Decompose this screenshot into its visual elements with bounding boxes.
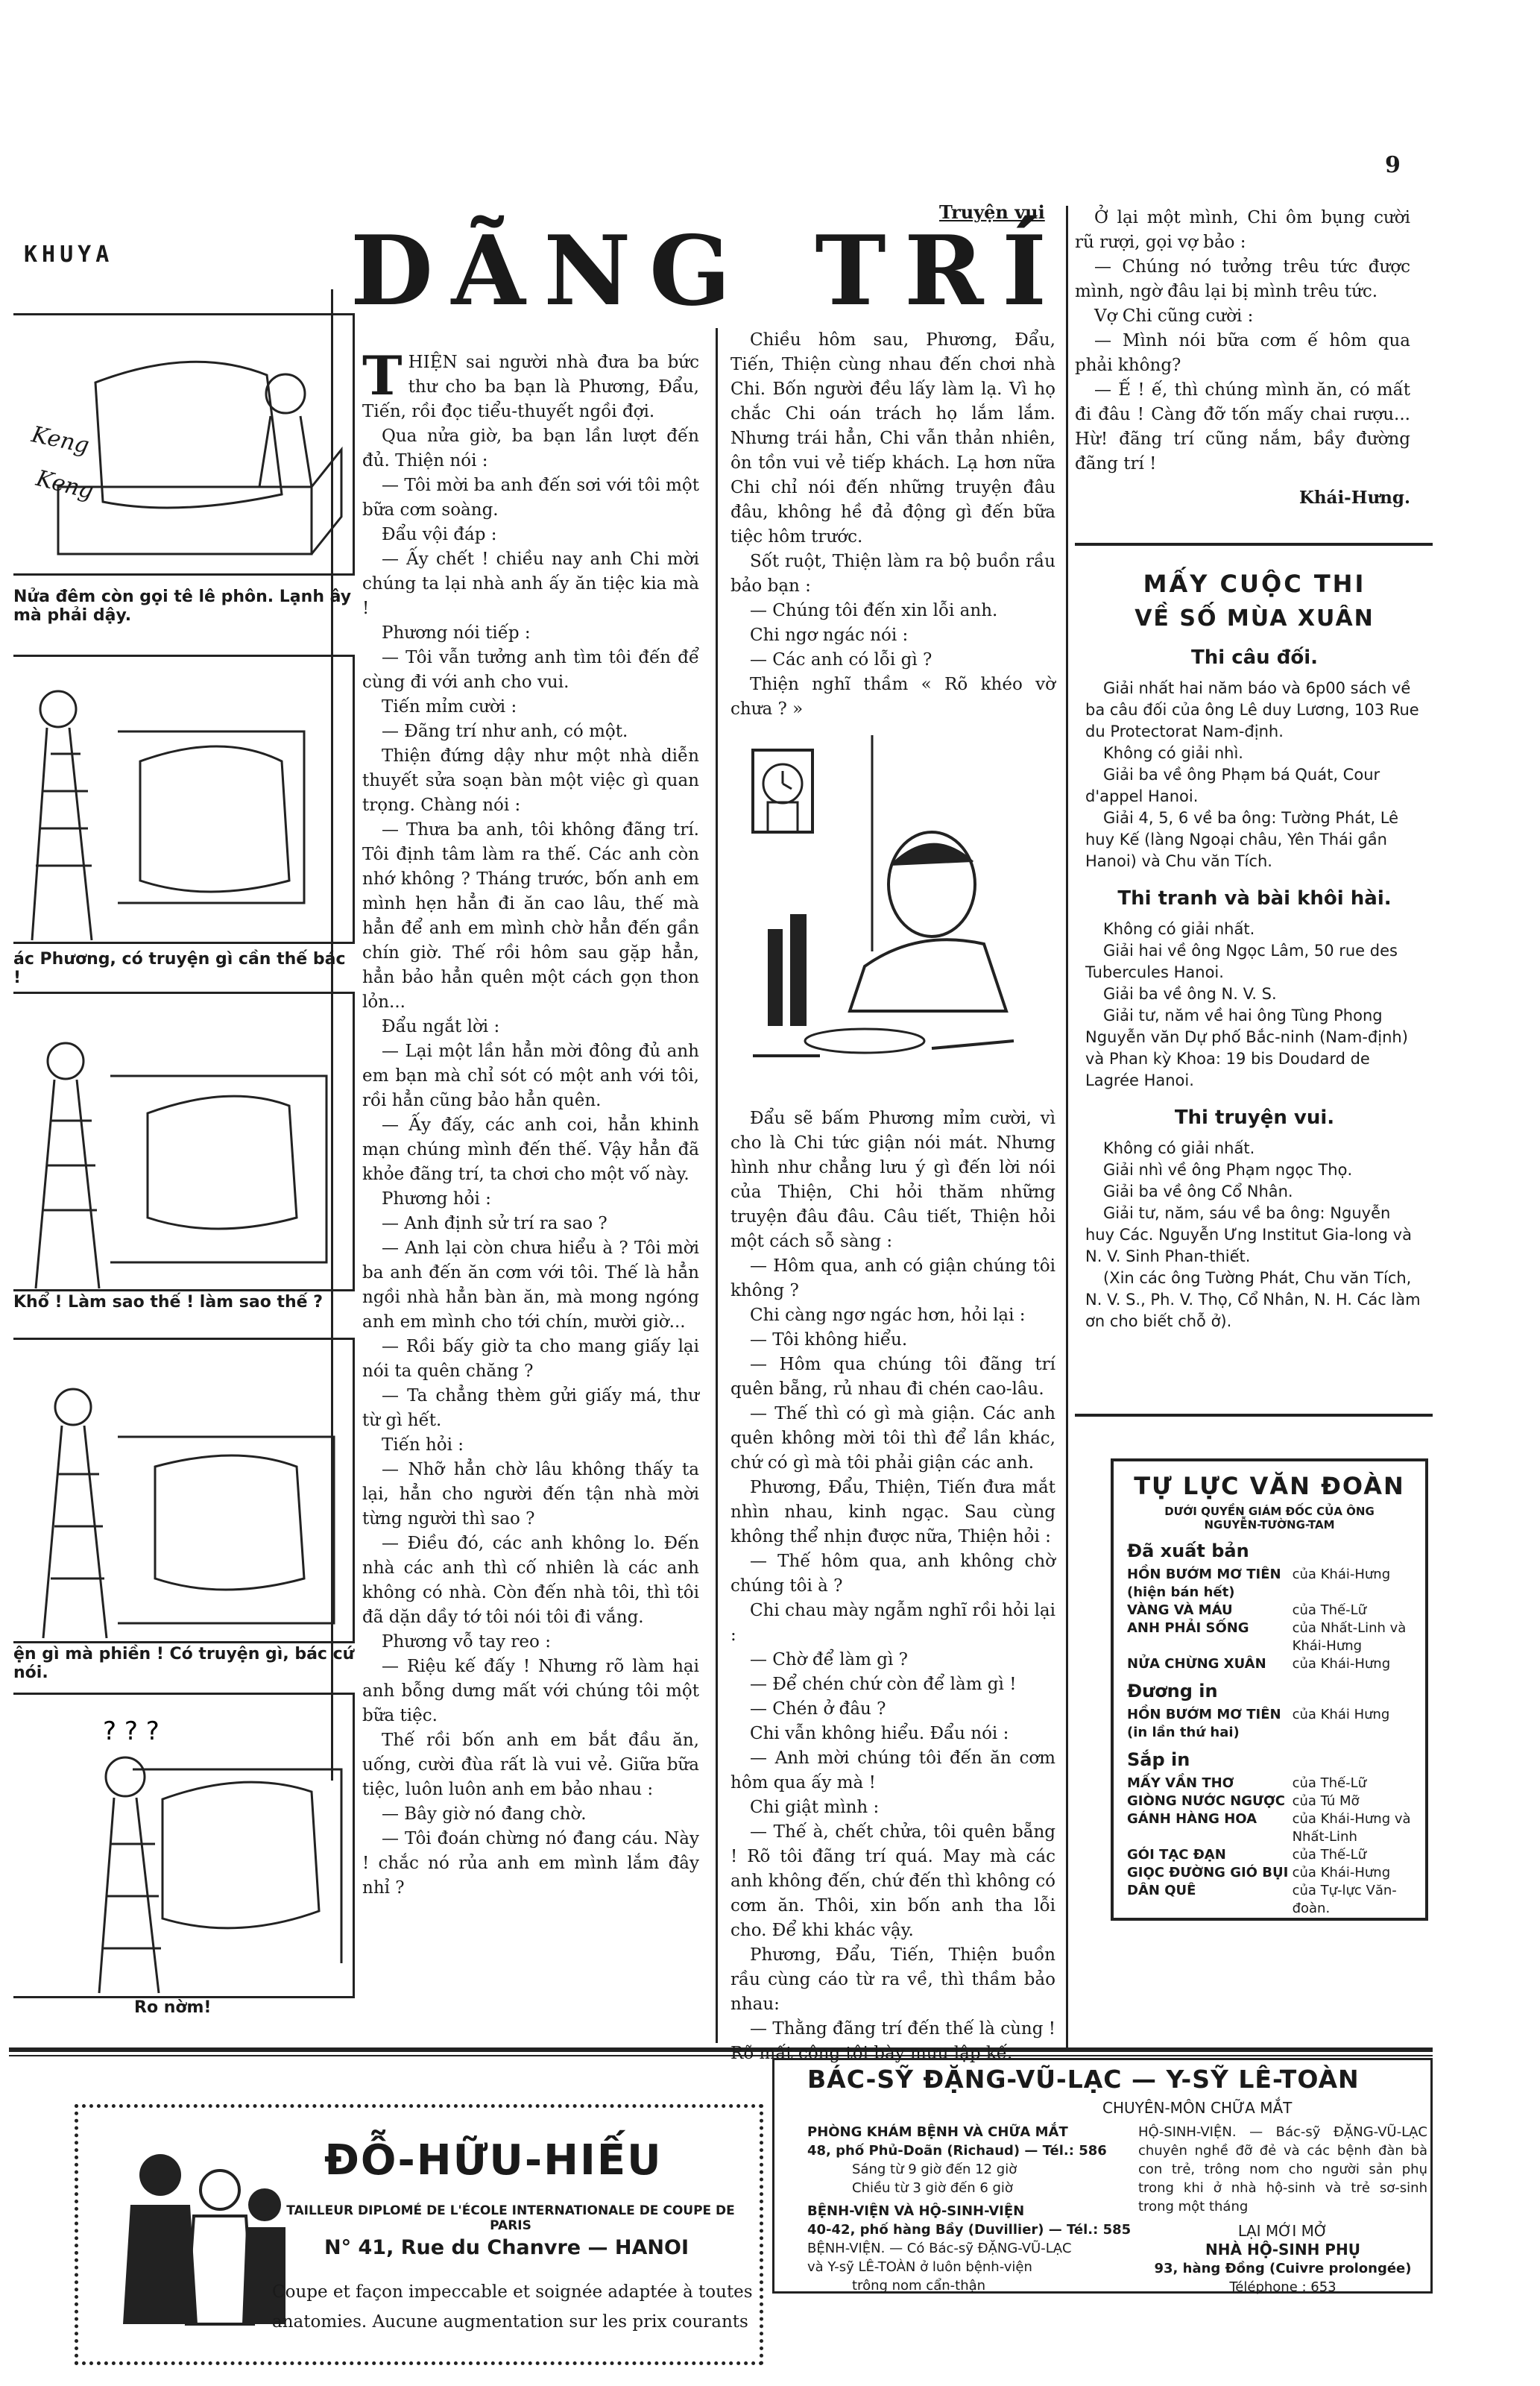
column-rule [716, 328, 718, 2043]
story-paragraph: Thiện nghĩ thầm « Rõ khéo vờ chưa ? » [730, 675, 1055, 719]
book-author: của Tú Mỡ [1292, 1793, 1360, 1809]
contest-heading: Thi tranh và bài khôi hài. [1117, 887, 1392, 910]
story-paragraph: — Rồi bấy giờ ta cho mang giấy lại nói ta quên chăng ? [362, 1337, 699, 1381]
story-paragraph: Chi càng ngơ ngác hơn, hỏi lại : [750, 1306, 1026, 1325]
clinic-hours: Sáng từ 9 giờ đến 12 giờ [852, 2162, 1017, 2177]
angry-man-illustration [13, 1695, 355, 2001]
book-title: GÁNH HÀNG HOA [1127, 1811, 1257, 1827]
section-rule [1075, 543, 1433, 546]
story-paragraph: — Tôi mời ba anh đến sơi với tôi một bữa cơm soàng. [362, 476, 699, 520]
story-paragraph: Sốt ruột, Thiện làm ra bộ buồn rầu bảo bạn : [730, 552, 1055, 596]
tailor-diploma: TAILLEUR DIPLOMÉ DE L'ÉCOLE INTERNATIONALE DE COUPE DE PARIS [286, 2203, 735, 2233]
comic-panel [13, 1693, 355, 1998]
story-paragraph: — Anh định sử trí ra sao ? [382, 1214, 608, 1233]
title-letter: N [543, 215, 636, 327]
story-paragraph: HIỆN sai người nhà đưa ba bức thư cho ba bạn là Phương, Đẩu, Tiến, rồi đọc tiểu-thuyết ngồi đợi. [362, 353, 699, 421]
doctor-left-block [807, 2123, 1135, 2295]
section-heading: Đã xuất bản [1127, 1540, 1249, 1561]
contest-title: MẤY CUỘC THI [1143, 570, 1366, 598]
book-row [1127, 1810, 1412, 1846]
title-letter: R [904, 215, 988, 327]
publisher-title: TỰ LỰC VĂN ĐOÀN [1134, 1472, 1405, 1500]
story-paragraph: — Hôm qua, anh có giận chúng tôi không ? [730, 1256, 1055, 1300]
story-paragraph: — Chén ở đâu ? [750, 1699, 886, 1719]
comic-panel [13, 992, 355, 1291]
story-paragraph: — Ấy đấy, các anh coi, hẳn khinh mạn chúng mình đến thế. Vậy hẳn đã khỏe đãng trí, ta chơi cho một vố này. [362, 1115, 699, 1184]
book-title: HỒN BƯỚM MƠ TIÊN (in lần thứ hai) [1127, 1707, 1281, 1740]
contest-paragraph: Không có giải nhì. [1103, 744, 1243, 762]
page-number: 9 [1385, 152, 1401, 178]
book-row [1127, 1792, 1412, 1810]
maternity-address: 93, hàng Đồng (Cuivre prolongée) [1154, 2261, 1412, 2276]
maternity-phone: Téléphone : 653 [1229, 2279, 1337, 2295]
book-author: của Thế-Lữ [1292, 1847, 1367, 1863]
story-paragraph: — Ấy chết ! chiều nay anh Chi mời chúng ta lại nhà anh ấy ăn tiệc kia mà ! [362, 550, 699, 618]
story-kicker: Truyện vui [939, 201, 1045, 223]
story-paragraph: Ở lại một mình, Chi ôm bụng cười rũ rượi, gọi vợ bảo : [1075, 208, 1410, 252]
story-paragraph: Thế rồi bốn anh em bắt đầu ăn, uống, cười đùa rất là vui vẻ. Giữa bữa tiệc, luôn luôn anh em bảo nhau : [362, 1731, 699, 1799]
publisher-box [1111, 1458, 1428, 1921]
story-paragraph: Phương hỏi : [382, 1189, 491, 1209]
doctor-title: BÁC-SỸ ĐẶNG-VŨ-LẠC — Y-SỸ LÊ-TOÀN [807, 2065, 1360, 2094]
book-row [1127, 1882, 1412, 1918]
story-paragraph: — Để chén chứ còn để làm gì ! [750, 1675, 1017, 1694]
comic-caption: ác Phương, có truyện gì cần thế bác ! [13, 950, 346, 987]
contest-paragraph: Giải nhất hai năm báo và 6p00 sách về ba câu đối của ông Lê duy Lương, 103 Rue du Protectorat Nam-định. [1085, 679, 1419, 740]
clinic-hours: Chiều từ 3 giờ đến 6 giờ [852, 2180, 1013, 2196]
story-paragraph: — Tôi không hiểu. [750, 1330, 908, 1350]
book-author: của Khái-Hưng [1292, 1865, 1391, 1880]
book-title: ANH PHẢI SỐNG [1127, 1620, 1249, 1636]
story-paragraph: — Thằng đãng trí đến thế là cùng ! Rõ mất công tôi bày mưu lập kế. [730, 2019, 1055, 2063]
hospital-note: trông nom cẩn-thận [852, 2278, 986, 2294]
book-title: GÓI TẠC ĐẠN [1127, 1847, 1226, 1863]
story-paragraph: — Thế thì có gì mà giận. Các anh quên không mời tôi thì để lần khác, chứ có gì mà tôi phải giận các anh. [730, 1404, 1055, 1473]
book-row [1127, 1846, 1412, 1864]
contest-paragraph: (Xin các ông Tường Phát, Chu văn Tích, N. V. S., Ph. V. Thọ, Cổ Nhân, N. H. Các làm ơn cho biết chỗ ở). [1085, 1269, 1421, 1330]
title-letter: D [350, 215, 438, 327]
story-paragraph: — Nhỡ hẳn chờ lâu không thấy ta lại, hẳn cho người đến tận nhà mời từng người thì sao ? [362, 1460, 699, 1529]
story-paragraph: — Điều đó, các anh không lo. Đến nhà các anh thì cố nhiên là các anh không có nhà. Còn đến nhà tôi, thì tôi đã dặn dầy tớ tôi nói tôi đi vắng. [362, 1534, 699, 1627]
story-paragraph: Chi ngơ ngác nói : [750, 626, 909, 645]
contest-heading: Thi truyện vui. [1174, 1107, 1335, 1129]
tailor-ad [75, 2104, 763, 2365]
story-paragraph: Phương, Đẩu, Tiến, Thiện buồn rầu cùng cáo từ ra về, thì thầm bảo nhau: [730, 1945, 1055, 2014]
doctor-ad [772, 2058, 1433, 2294]
book-author: của Khái-Hưng [1292, 1567, 1391, 1582]
waiting-man-illustration [738, 728, 1051, 1093]
story-paragraph: Chiều hôm sau, Phương, Đẩu, Tiến, Thiện cùng nhau đến chơi nhà Chi. Bốn người đều lấy làm lạ. Vì họ chắc Chi oán trách họ lắm lắm. Nhưng trái hẳn, Chi vẫn thản nhiên, ôn tồn vui vẻ tiếp khách. Lạ hơn nữa Chi chỉ nói đến những truyện đâu đâu, không hề đả động gì đến bữa tiệc hôm trước. [730, 330, 1055, 547]
tailor-figures-illustration [116, 2138, 287, 2332]
tailor-line: anatomies. Aucune augmentation sur les prix courants [272, 2312, 748, 2332]
story-paragraph: Tiến hỏi : [382, 1435, 464, 1455]
story-paragraph: — Chờ để làm gì ? [750, 1650, 908, 1669]
story-column-1 [362, 344, 699, 1901]
book-title: MẤY VẦN THƠ [1127, 1775, 1234, 1791]
contest-paragraph: Không có giải nhất. [1103, 920, 1255, 938]
story-paragraph: Phương vỗ tay reo : [382, 1632, 551, 1652]
story-paragraph: — Ế ! ế, thì chúng mình ăn, có mất đi đâu ! Càng đỡ tốn mấy chai rượu... Hừ! đãng trí cũng nắm, bầy đường đãng trí ! [1075, 380, 1410, 473]
book-author: của Khái-Hưng và Nhất-Linh [1292, 1811, 1411, 1845]
contest-subtitle: VỀ SỐ MÙA XUÂN [1135, 605, 1375, 632]
story-paragraph: Chi giật mình : [750, 1798, 880, 1817]
story-paragraph: Phương, Đẩu, Thiện, Tiến đưa mắt nhìn nhau, kinh ngạc. Sau cùng không thể nhịn được nữa, Thiện hỏi : [730, 1478, 1055, 1546]
book-author: của Thế-Lữ [1292, 1775, 1367, 1791]
story-paragraph: — Mình nói bữa cơm ế hôm qua phải không? [1075, 331, 1410, 375]
contest-heading: Thi câu đối. [1191, 646, 1318, 669]
story-paragraph: Đẩu ngắt lời : [382, 1017, 500, 1036]
story-author: Khái-Hưng. [1298, 488, 1410, 508]
story-paragraph: Chi chau mày ngẫm nghĩ rồi hỏi lại : [730, 1601, 1055, 1645]
doctor-right-block [1138, 2123, 1427, 2297]
story-paragraph: — Đãng trí như anh, có một. [382, 722, 628, 741]
comic-caption: Ro nờm! [134, 1998, 212, 2017]
book-row [1127, 1655, 1412, 1673]
title-letter: Ã [451, 215, 530, 327]
maternity-note: HỘ-SINH-VIỆN. — Bác-sỹ ĐẶNG-VŨ-LẠC chuyên nghề đỡ đẻ và các bệnh đàn bà con trẻ, trông nom cho người sản phụ trong khi ở nhà hộ-sinh và trẻ sơ-sinh trong một tháng [1138, 2124, 1427, 2215]
story-title [350, 215, 1051, 327]
book-author: của Khái-Hưng [1292, 1656, 1391, 1672]
comic-caption: Nửa đêm còn gọi tê lê phôn. Lạnh ây mà phải dậy. [13, 588, 352, 625]
book-title: DÂN QUÊ [1127, 1883, 1196, 1898]
publisher-subtitle: DƯỚI QUYỀN GIÁM ĐỐC CỦA ÔNG [1164, 1505, 1375, 1518]
section-heading: Sắp in [1127, 1749, 1190, 1770]
book-title: VÀNG VÀ MÁU [1127, 1602, 1233, 1618]
story-column-2-cont [730, 1107, 1055, 2066]
title-letter: T [815, 215, 891, 327]
comic-panel [13, 1338, 355, 1643]
book-row [1127, 1706, 1412, 1742]
contest-section [1085, 570, 1424, 1332]
contest-paragraph: Giải ba về ông Phạm bá Quát, Cour d'appel Hanoi. [1085, 766, 1380, 805]
book-title: NỬA CHỪNG XUÂN [1127, 1656, 1266, 1672]
story-paragraph: Phương nói tiếp : [382, 623, 531, 643]
story-paragraph: Thiện đứng dậy như một nhà diễn thuyết sửa soạn bàn một việc gì quan trọng. Chàng nói : [362, 746, 699, 815]
contest-paragraph: Giải nhì về ông Phạm ngọc Thọ. [1103, 1161, 1353, 1179]
story-paragraph: — Tôi vẫn tưởng anh tìm tôi đến để cùng đi với anh cho vui. [362, 648, 699, 692]
story-paragraph: Đẩu vội đáp : [382, 525, 497, 544]
maternity-clinic: NHÀ HỘ-SINH PHỤ [1205, 2241, 1360, 2258]
phone-call-illustration [13, 657, 355, 946]
drop-cap: T [362, 344, 403, 407]
story-paragraph: Đẩu sẽ bấm Phương mỉm cười, vì cho là Chi tức giận nói mát. Nhưng hình như chẳng lưu ý gì đến lời nói của Thiện, Chi hỏi thăm những truyện đâu đâu. Câu tiết, Thiện hỏi một cách sỗ sàng : [730, 1109, 1055, 1251]
hospital-note: và Y-sỹ LÊ-TOÀN ở luôn bệnh-viện [807, 2259, 1032, 2275]
tailor-name: ĐỖ-HỮU-HIẾU [324, 2136, 663, 2185]
dinner-illustration [738, 728, 1051, 1093]
comic-title: KHUYA [24, 242, 114, 268]
section-rule [1075, 1414, 1433, 1417]
title-letter: Í [1002, 215, 1051, 327]
book-row [1127, 1602, 1412, 1619]
story-paragraph: — Chúng nó tưởng trêu tức được mình, ngờ đâu lại bị mình trêu tức. [1075, 257, 1410, 301]
contest-paragraph: Giải tư, năm về hai ông Tùng Phong Nguyễn văn Dự phố Bắc-ninh (Nam-định) và Phan kỳ Khoa: 19 bis Doudard de Lagrée Hanoi. [1085, 1007, 1408, 1089]
story-paragraph: Vợ Chi cũng cười : [1094, 306, 1254, 326]
story-paragraph: — Lại một lần hẳn mời đông đủ anh em bạn mà chỉ sót có một anh với tôi, rồi hẳn cũng bảo hẳn quên. [362, 1042, 699, 1110]
story-paragraph: — Hôm qua chúng tôi đãng trí quên bẵng, rủ nhau đi chén cao-lâu. [730, 1355, 1055, 1399]
title-letter: G [648, 215, 736, 327]
story-paragraph: — Anh mời chúng tôi đến ăn cơm hôm qua ấy mà ! [730, 1748, 1055, 1792]
comic-panel [13, 655, 355, 944]
contest-paragraph: Không có giải nhất. [1103, 1139, 1255, 1157]
book-row [1127, 1566, 1412, 1602]
tailor-address: N° 41, Rue du Chanvre — HANOI [324, 2236, 689, 2259]
story-paragraph: — Các anh có lỗi gì ? [750, 650, 932, 670]
footer-rule [9, 2047, 1433, 2052]
comic-panel [13, 313, 355, 576]
book-author: của Nhất-Linh và Khái-Hưng [1292, 1620, 1407, 1654]
story-paragraph: — Thưa ba anh, tôi không đãng trí. Tôi định tâm làm ra thế. Các anh còn nhớ không ? Tháng trước, bốn anh em mình hẹn hẳn đi ăn cao lâu, thế mà hẳn để anh em mình chờ hẳn đến gần chín giờ. Thế rồi hôm sau gặp hẳn, hẳn bảo hẳn quên một cách gọn thon lỏn... [362, 820, 699, 1012]
book-title: GIÒNG NƯỚC NGƯỢC [1127, 1793, 1285, 1809]
contest-paragraph: Giải ba về ông Cổ Nhân. [1103, 1183, 1293, 1200]
story-paragraph: — Thế à, chết chửa, tôi quên bẵng ! Rõ tôi đãng trí quá. May mà các anh không đến, chứ đến thì không có cơm ăn. Thôi, xin bốn anh tha lỗi cho. Để khi khác vậy. [730, 1822, 1055, 1940]
story-paragraph: Chi vẫn không hiểu. Đẩu nói : [750, 1724, 1009, 1743]
publisher-director: NGUYỄN-TƯỜNG-TAM [1204, 1518, 1335, 1532]
story-paragraph: — Ta chẳng thèm gửi giấy má, thư từ gì hết. [362, 1386, 699, 1430]
story-paragraph: Tiến mỉm cười : [382, 697, 517, 717]
story-paragraph: — Chúng tôi đến xin lỗi anh. [750, 601, 998, 620]
story-paragraph: — Bây giờ nó đang chờ. [382, 1804, 587, 1824]
column-rule [1066, 206, 1068, 2047]
book-title: GIỌC ĐƯỜNG GIÓ BỤI [1127, 1865, 1289, 1880]
comic-caption: ện gì mà phiền ! Có truyện gì, bác cứ nói. [13, 1645, 355, 1682]
phone-call-illustration [13, 1340, 355, 1646]
story-paragraph: — Riệu kế đấy ! Nhưng rõ làm hại anh bỗng dưng mất với chúng tôi một bữa tiệc. [362, 1657, 699, 1725]
book-title: HỒN BƯỚM MƠ TIÊN (hiện bán hết) [1127, 1567, 1281, 1600]
phone-call-illustration [13, 994, 355, 1294]
sound-effect: Keng [29, 421, 92, 459]
story-paragraph: — Thế hôm qua, anh không chờ chúng tôi à ? [730, 1552, 1055, 1596]
maternity-new: LẠI MỚI MỞ [1237, 2222, 1328, 2240]
book-row [1127, 1619, 1412, 1655]
contest-paragraph: Giải hai về ông Ngọc Lâm, 50 rue des Tubercules Hanoi. [1085, 942, 1398, 981]
hospital-heading: BỆNH-VIỆN VÀ HỘ-SINH-VIỆN [807, 2203, 1025, 2219]
hospital-note: BỆNH-VIỆN. — Có Bác-sỹ ĐẶNG-VŨ-LẠC [807, 2241, 1072, 2256]
book-row [1127, 1775, 1412, 1792]
footer-rule [9, 2055, 1433, 2056]
svg-text:? ? ?: ? ? ? [103, 1716, 160, 1746]
tailor-line: Coupe et façon impeccable et soignée adaptée à toutes [272, 2282, 753, 2302]
story-column-3 [1075, 206, 1410, 510]
contest-paragraph: Giải ba về ông N. V. S. [1103, 985, 1277, 1003]
sound-effect: Keng [33, 465, 96, 505]
story-paragraph: Qua nửa giờ, ba bạn lần lượt đến đủ. Thiện nói : [362, 426, 699, 470]
contest-paragraph: Giải tư, năm, sáu về ba ông: Nguyễn huy Các. Nguyễn Ưng Institut Gia-long và N. V. Sinh Phan-thiết. [1085, 1204, 1412, 1265]
contest-paragraph: Giải 4, 5, 6 về ba ông: Tường Phát, Lê huy Kế (làng Ngoại châu, Yên Thái gần Hanoi) và Chu văn Tích. [1085, 809, 1399, 870]
story-paragraph: — Tôi đoán chừng nó đang cáu. Này ! chắc nó rủa anh em mình lắm đây nhỉ ? [362, 1829, 699, 1898]
book-row [1127, 1864, 1412, 1882]
comic-caption: Khổ ! Làm sao thế ! làm sao thế ? [13, 1293, 323, 1312]
hospital-address: 40-42, phố hàng Bầy (Duvillier) — Tél.: 585 [807, 2222, 1132, 2238]
book-author: của Tự-lực Văn-đoàn. [1292, 1883, 1397, 1916]
clinic-heading: PHÒNG KHÁM BỆNH VÀ CHỮA MẮT [807, 2124, 1068, 2140]
story-paragraph: — Anh lại còn chưa hiểu à ? Tôi mời ba anh đến ăn cơm với tôi. Thế là hẳn ngồi nhà hẳn bàn ăn, mà mong ngóng anh em mình cho tới chín, mười giờ... [362, 1238, 699, 1332]
clinic-address: 48, phố Phủ-Doãn (Richaud) — Tél.: 586 [807, 2143, 1107, 2159]
doctor-specialty: CHUYÊN-MÔN CHỮA MẮT [1102, 2099, 1293, 2117]
book-author: của Thế-Lữ [1292, 1602, 1367, 1618]
story-column-2 [730, 328, 1055, 722]
section-heading: Đương in [1127, 1681, 1218, 1702]
book-author: của Khái Hưng [1292, 1707, 1390, 1722]
